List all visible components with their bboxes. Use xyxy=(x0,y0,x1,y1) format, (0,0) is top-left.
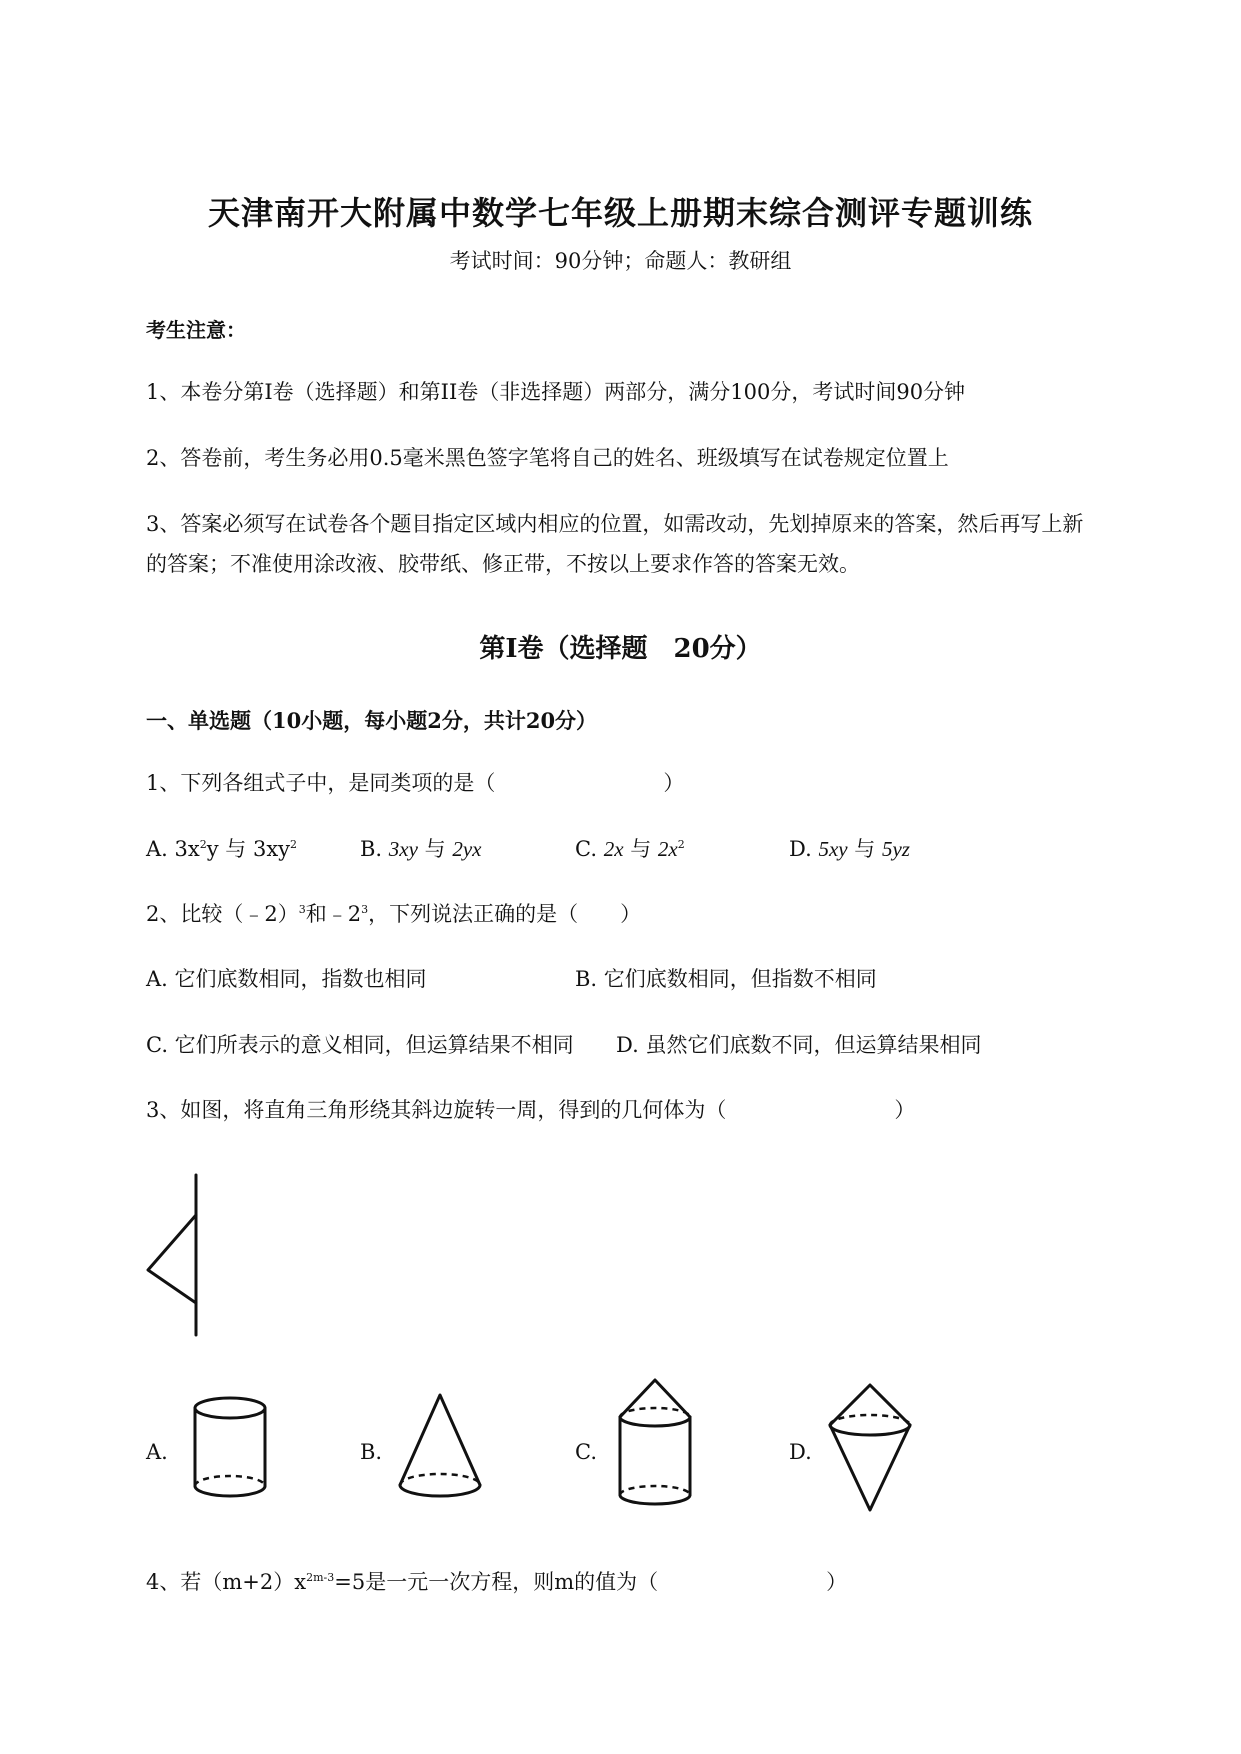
double-cone-figure xyxy=(825,1375,915,1525)
q3-option-a-label: A. xyxy=(146,1440,168,1464)
q2-option-b: B. 它们底数相同，但指数不相同 xyxy=(575,967,877,991)
notice-item-3-cont: 的答案；不准使用涂改液、胶带纸、修正带，不按以上要求作答的答案无效。 xyxy=(146,552,860,576)
question-2-stem: 2、比较（﹣2）$^3$和$﹣2^3$，下列说法正确的是（ ） xyxy=(146,902,642,926)
cylinder-with-cone-figure xyxy=(615,1375,695,1515)
q3-option-c-label: C. xyxy=(575,1440,597,1464)
q1-option-d: D. 5xy 与 5yz xyxy=(789,837,910,861)
notice-item-3: 3、答案必须写在试卷各个题目指定区域内相应的位置，如需改动，先划掉原来的答案，然后再写上新 xyxy=(146,512,1084,536)
q3-option-d-label: D. xyxy=(789,1440,812,1464)
q1-option-a: A. $3x^2y$ 与 $3xy^2$ xyxy=(146,837,298,861)
q2-option-d: D. 虽然它们底数不同，但运算结果相同 xyxy=(616,1033,982,1057)
q3-option-b-label: B. xyxy=(360,1440,383,1464)
notice-item-2: 2、答卷前，考生务必用0.5毫米黑色签字笔将自己的姓名、班级填写在试卷规定位置上 xyxy=(146,446,949,470)
exam-info: 考试时间：90分钟；命题人：教研组 xyxy=(449,249,792,273)
section-title: 第I卷（选择题 20分） xyxy=(479,634,762,664)
q2-option-c: C. 它们所表示的意义相同，但运算结果不相同 xyxy=(146,1033,574,1057)
question-1-stem: 1、下列各组式子中，是同类项的是（ ） xyxy=(146,771,685,795)
q1-option-b: B. 3xy 与 2yx xyxy=(360,837,482,861)
part-title: 一、单选题（10小题，每小题2分，共计20分） xyxy=(146,708,598,733)
q1-option-c: C. 2x 与 $2x^2$ xyxy=(575,837,685,861)
question-4-stem: 4、若$(m+2)x^{2m-3}=5$是一元一次方程，则m的值为（ ） xyxy=(146,1570,848,1594)
triangle-figure xyxy=(140,1170,210,1340)
cone-figure xyxy=(395,1385,485,1505)
question-3-stem: 3、如图，将直角三角形绕其斜边旋转一周，得到的几何体为（ ） xyxy=(146,1098,916,1122)
notice-heading: 考生注意： xyxy=(146,318,246,342)
q2-option-a: A. 它们底数相同，指数也相同 xyxy=(146,967,427,991)
notice-item-1: 1、本卷分第I卷（选择题）和第II卷（非选择题）两部分，满分100分，考试时间90分钟 xyxy=(146,380,966,404)
page-title: 天津南开大附属中数学七年级上册期末综合测评专题训练 xyxy=(207,194,1033,232)
cylinder-figure xyxy=(190,1390,270,1505)
